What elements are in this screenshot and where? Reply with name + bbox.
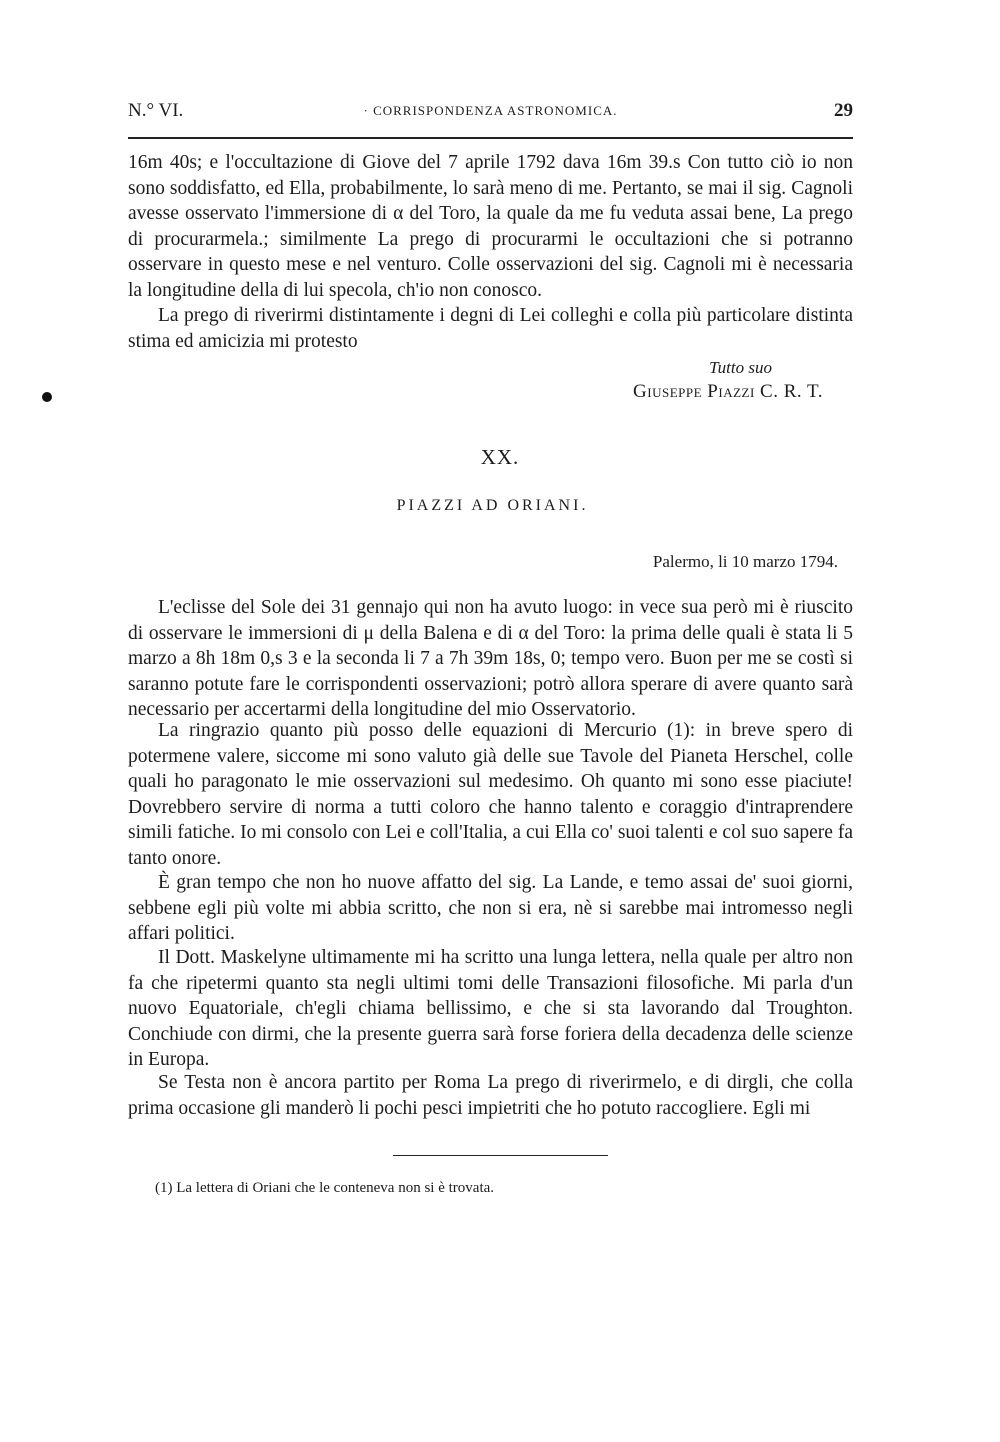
issue-number: N.° VI. <box>128 100 184 121</box>
section-title: PIAZZI AD ORIANI. <box>396 497 589 514</box>
letter-closing-paragraph: La prego di riverirmi distintamente i degni di Lei colleghi e colla più particolare distinta stima ed amicizia mi protesto <box>128 305 853 352</box>
running-title: · CORRISPONDENZA ASTRONOMICA. <box>363 103 618 118</box>
footnote: (1) La lettera di Oriani che le conteneva non si è trovata. <box>155 1180 495 1196</box>
body-paragraph: È gran tempo che non ho nuove affatto del sig. La Lande, e temo assai de' suoi giorni, sebbene egli più volte mi abbia scritto, che non si era, nè si sarebbe mai intromesso negli affari politici. <box>128 872 853 944</box>
closing-salutation: Tutto suo <box>709 358 772 377</box>
print-speck <box>42 392 52 402</box>
footnote-rule <box>393 1155 608 1156</box>
dateline: Palermo, li 10 marzo 1794. <box>652 552 838 571</box>
letter-continuation-paragraph: 16m 40s; e l'occultazione di Giove del 7 aprile 1792 dava 16m 39.s Con tutto ciò io non sono soddisfatto, ed Ella, probabilmente, lo sarà meno di me. Pertanto, se mai il sig. Cagnoli avesse osservato l'immersione di α del Toro, la quale da me fu veduta assai bene, La prego di procurarmela.; similmente La prego di procurarmi le occultazioni che si potranno osservare in questo mese e nel venturo. Colle osservazioni del sig. Cagnoli mi è necessaria la longitudine della di lui specola, ch'io non conosco. <box>128 152 853 301</box>
section-number: XX. <box>480 445 520 469</box>
page-number: 29 <box>834 100 853 121</box>
header-rule <box>128 137 853 139</box>
body-paragraph: Se Testa non è ancora partito per Roma La prego di riverirmelo, e di dirgli, che colla prima occasione gli manderò li pochi pesci impietriti che ho potuto raccogliere. Egli mi <box>128 1072 853 1119</box>
running-header <box>128 100 853 128</box>
signature: Giuseppe Piazzi C. R. T. <box>633 381 823 402</box>
body-paragraph: La ringrazio quanto più posso delle equazioni di Mercurio (1): in breve spero di potermene valere, siccome mi sono valuto già delle sue Tavole del Pianeta Herschel, colle quali ho paragonato le mie osservazioni sul medesimo. Oh quanto mi sono esse piaciute! Dovrebbero servire di norma a tutti coloro che hanno talento e coraggio d'intraprendere simili fatiche. Io mi consolo con Lei e coll'Italia, a cui Ella co' suoi talenti e col suo sapere fa tanto onore. <box>128 720 853 869</box>
body-paragraph: Il Dott. Maskelyne ultimamente mi ha scritto una lunga lettera, nella quale per altro non fa che ripetermi quanto sta negli ultimi tomi delle Transazioni filosofiche. Mi parla d'un nuovo Equatoriale, ch'egli chiama bellissimo, e che si sta lavorando dal Troughton. Conchiude con dirmi, che la presente guerra sarà forse foriera della decadenza delle scienze in Europa. <box>128 947 853 1070</box>
body-paragraph: L'eclisse del Sole dei 31 gennajo qui non ha avuto luogo: in vece sua però mi è riuscito di osservare le immersioni di μ della Balena e di α del Toro: la prima delle quali è stata li 5 marzo a 8h 18m 0,s 3 e la seconda li 7 a 7h 39m 18s, 0; tempo vero. Buon per me se costì si saranno potute fare le corrispondenti osservazioni; potrò allora sperare di avere quanto sarà necessario per accertarmi della longitudine del mio Osservatorio. <box>128 597 853 720</box>
